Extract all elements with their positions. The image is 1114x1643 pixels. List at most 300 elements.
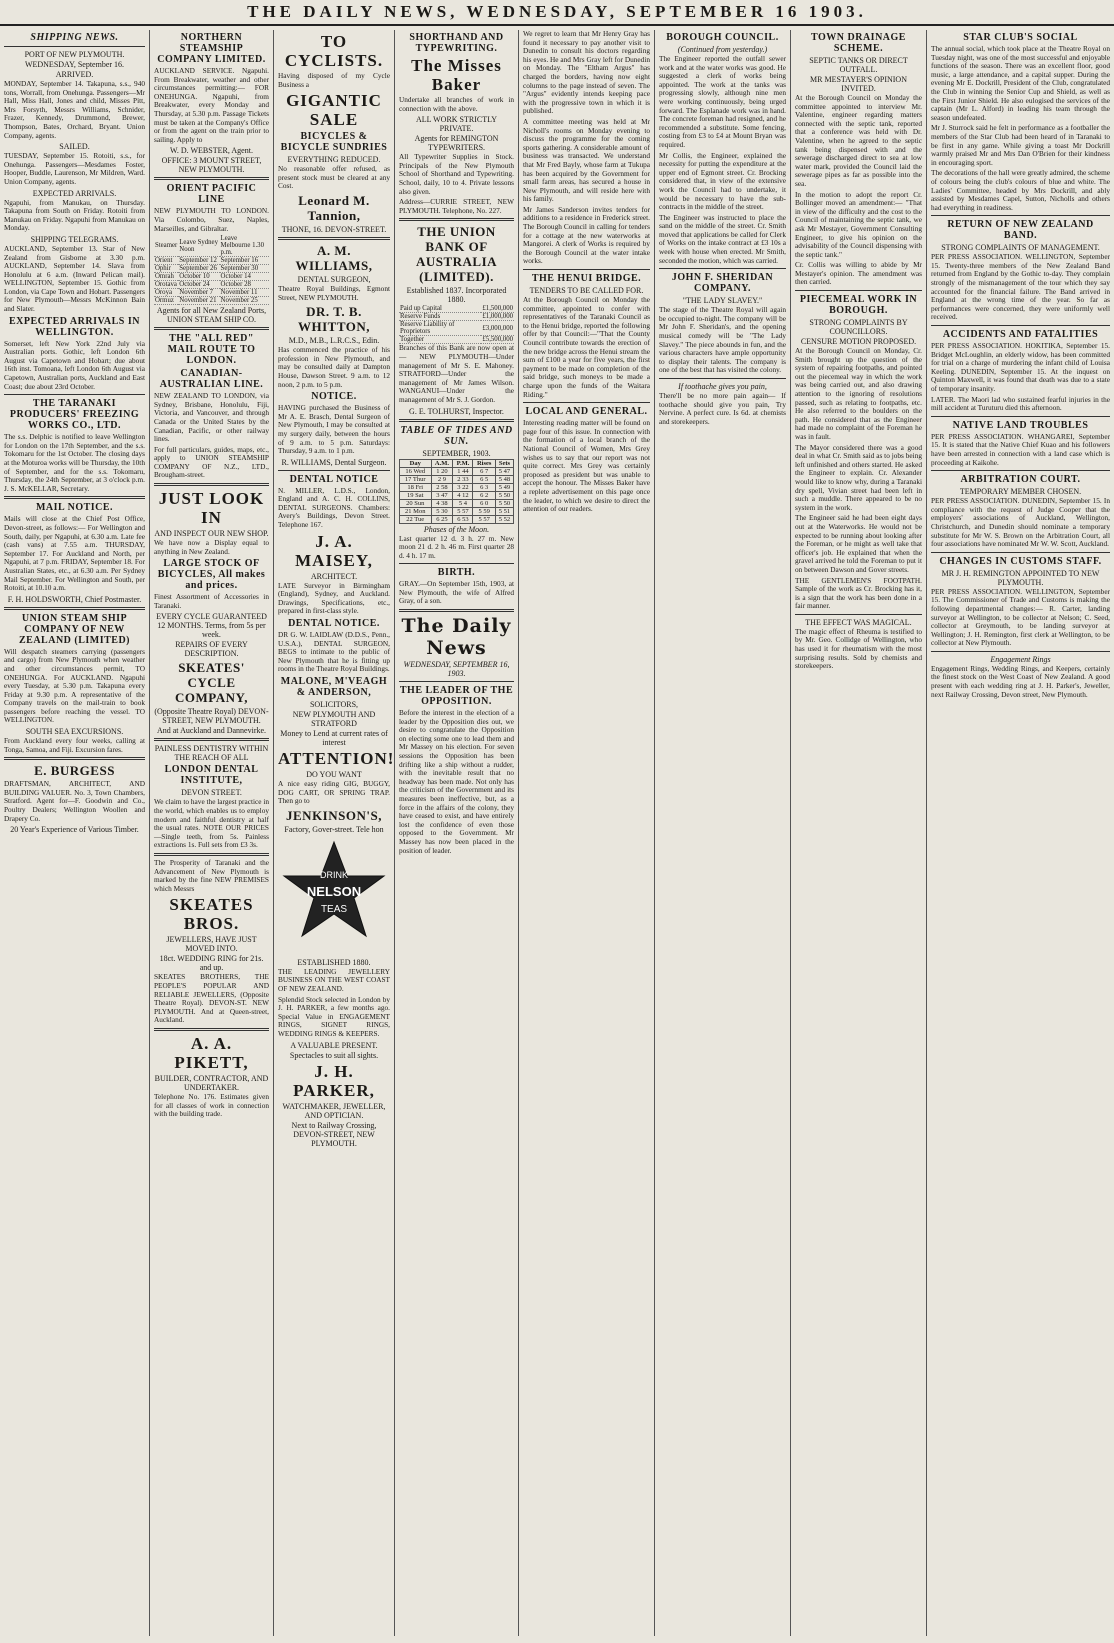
canadian-footer: For full particulars, guides, maps, etc., apply to UNION STEAMSHIP COMPANY OF N.Z., LTD., Brougham-street. bbox=[154, 444, 269, 480]
toothache-text: There'll be no more pain again— If toothache should give you pain, Try Nervine. A perfect cure. Is 6d. at chemists and storekeepers. bbox=[659, 391, 786, 426]
divider bbox=[931, 215, 1110, 216]
star-club-heading: STAR CLUB'S SOCIAL bbox=[963, 32, 1078, 43]
wedding-ring-line: 18ct. WEDDING RING for 21s. and up. bbox=[159, 954, 264, 973]
present-line: A VALUABLE PRESENT. bbox=[290, 1040, 378, 1050]
paper-nameplate: The Daily News bbox=[401, 615, 512, 660]
burgess-footer: 20 Year's Experience of Various Timber. bbox=[10, 825, 139, 835]
drainage-text: Cr. Collis was willing to abide by Mr Mestayer's opinion. The amendment was then carried. bbox=[795, 260, 922, 287]
accidents-heading: ACCIDENTS AND FATALITIES bbox=[942, 329, 1099, 341]
union-text: Will despatch steamers carrying (passengers and cargo) from New Plymouth when weather and other circumstances permit, TO ONEHUNGA. For AUCKLAND. Ngapuhi every Tuesday, at 5.30 p.m. Takapuna every Friday at 9.30 p.m. A representative of the Company travels on the mail-train to book passengers before reaching the vessel. TO WELLINGTON. bbox=[4, 646, 145, 725]
toothache-heading: If toothache gives you pain, bbox=[678, 382, 767, 391]
table-cell: October 14 bbox=[220, 273, 269, 281]
skeates-cycle-footer: And at Auckland and Dannevirke. bbox=[156, 726, 267, 736]
table-cell: 1 44 bbox=[453, 467, 473, 475]
nelson-logo-mid: NELSON bbox=[306, 883, 362, 899]
parker-heading: J. H. PARKER, bbox=[293, 1061, 375, 1100]
council-text: The Engineer reported the outfall sewer work and at the water works was good. He suggested a clerk of works being appointed. The work at the tanks was progressing slowly, although nine men were working continuously, being urged forward. The Esplanade work was in hand. The concrete foreman had resigned, and he recommended a substitute. Some fencing, costing from £3 to £4 at Mount Bryan was required. bbox=[659, 54, 786, 149]
table-header-cell: Leave Sydney Noon bbox=[178, 235, 219, 257]
henui-sub: TENDERS TO BE CALLED FOR. bbox=[529, 286, 644, 296]
williams-text: Theatre Royal Buildings, Egmont Street, NEW PLYMOUTH. bbox=[278, 283, 390, 302]
table-cell: September 16 bbox=[220, 257, 269, 265]
baker-text: All Typewriter Supplies in Stock. Principals of the New Plymouth School of Shorthand and Typewriting. School, daily, 10 to 4. Private lessons also given. bbox=[399, 152, 514, 196]
port-date: WEDNESDAY, September 16. bbox=[24, 60, 125, 69]
notice-text: HAVING purchased the Business of Mr A. E. Brasch, Dental Surgeon of New Plymouth, I may be consulted at my surgery daily, between the hours of 9 a.m. to 5 p.m. Saturdays: Thursday, 9 a.m. to 1 p.m. bbox=[278, 403, 390, 456]
footpath-text: THE GENTLEMEN'S FOOTPATH. Sample of the work as Cr. Brocking has it, is a sign that the work has been done in a fair manner. bbox=[795, 575, 922, 611]
table-row bbox=[154, 289, 269, 297]
freezing-works-heading: THE TARANAKI PRODUCERS' FREEZING WORKS CO., LTD. bbox=[9, 398, 140, 432]
divider bbox=[931, 416, 1110, 417]
nelson-tea-star-logo bbox=[280, 840, 388, 952]
orient-subtitle: NEW PLYMOUTH TO LONDON. Via Colombo, Suez, Naples, Marseilles, and Gibraltar. bbox=[154, 206, 269, 233]
table-cell: November 11 bbox=[220, 289, 269, 297]
gigantic-sale-heading: GIGANTIC SALE bbox=[286, 91, 382, 130]
mail-heading: MAIL NOTICE. bbox=[35, 502, 114, 514]
money-line: Money to Lend at current rates of interest bbox=[280, 729, 388, 747]
table-cell: 5 57 bbox=[473, 515, 495, 523]
skeates-bros-sub: JEWELLERS, HAVE JUST MOVED INTO. bbox=[166, 935, 257, 954]
table-cell: September 12 bbox=[178, 257, 219, 265]
baker-sub: Undertake all branches of work in connection with the above. bbox=[399, 95, 514, 113]
nelson-logo-top: DRINK bbox=[319, 869, 349, 880]
leader-text: Before the interest in the election of a leader by the Opposition dies out, we desire to congratulate the Opposition on electing some one to lead them and Mr Massey on his election. For seven sessions the Opposition has been drifting like a ship without a rudder, with the inevitable result that no headway has been made. Not only has the criticism of the Government and its measures been ineffective, but, as a force in the affairs of the colony, they have ceased to exist, and have entirely lost the confidence of even those opposed to the Government. Mr Massey has now been placed in the position of leader. bbox=[399, 708, 514, 855]
table-cell: 5 30 bbox=[431, 507, 453, 515]
table-cell: Oroya bbox=[154, 289, 178, 297]
table-cell: 16 Wed bbox=[400, 467, 432, 475]
telegrams-heading: SHIPPING TELEGRAMS. bbox=[30, 234, 119, 244]
maisey-text: LATE Surveyor in Birmingham (England), Sydney, and Auckland. Drawings, Specifications, etc., prepared in first-class style. bbox=[278, 580, 390, 616]
london-dental-heading: LONDON DENTAL INSTITUTE, bbox=[164, 764, 259, 787]
maisey-sub: ARCHITECT. bbox=[310, 571, 358, 581]
table-header-row bbox=[154, 235, 269, 257]
arbitration-text: PER PRESS ASSOCIATION. DUNEDIN, September 15. In compliance with the request of Judge Cooper that the employers' associations of Auckland, Wellington, Christchurch, and Dunedin should nominate a temporary substitute for Mr W. S. Brown on the Arbitration Court, all four associations have nominated Mr W. W. Scott, Auckland. bbox=[931, 496, 1110, 549]
freezing-works-text: The s.s. Delphic is notified to leave Wellington for London on the 17th September, and the s.s. Tokomaru for the 1st October. The closing days at the Moturoa works will be Thursday, the 10th of September, and for the s.s. Tokomaru, Thursday, the 24th September, at 3 o'clock p.m. J. S. McKELLAR, Secretary. bbox=[4, 432, 145, 493]
london-dental-text: We claim to have the largest practice in the world, which enables us to employ modern and faithful dentistry at half the usual rates. NOTE OUR PRICES—Single teeth, from 5s. Painless extractions 1s. Full sets from £3 3s. bbox=[154, 797, 269, 850]
pikett-sub: BUILDER, CONTRACTOR, AND UNDERTAKER. bbox=[154, 1073, 269, 1092]
table-cell: 6 5 bbox=[473, 475, 495, 483]
northern-signature: W. D. WEBSTER, Agent. bbox=[170, 146, 253, 156]
table-cell: Together bbox=[399, 336, 481, 344]
mail-text: Mails will close at the Chief Post Office, Devon-street, as follows:— For Wellington and South, daily, per Ngapuhi, at 6.30 a.m. Late fee (cash vans) at 7.55 a.m. THURSDAY, September 17. For Auckland and North, per Ngapuhi, at 7 p.m. FRIDAY, September 18. For Australian States, etc., at 6.30 a.m. Per Sydney Mail September. For Wellington and South, per Rotoiti, at 10.10 a.m. bbox=[4, 514, 145, 593]
henui-heading: THE HENUI BRIDGE. bbox=[531, 273, 642, 285]
table-cell: November 25 bbox=[220, 297, 269, 305]
customs-text: PER PRESS ASSOCIATION. WELLINGTON, September 15. The Commissioner of Trade and Customs is making the following departmental changes:— R. Carter, landing surveyor at Wellington, to be collector at Nelson; C. Seed, collector at Greymouth, to be landing surveyor at Wellington; J. H. Remington, first clerk at Wellington, to be collector at New Plymouth. bbox=[931, 586, 1110, 648]
magical-heading: THE EFFECT WAS MAGICAL. bbox=[805, 617, 912, 627]
council-text: Mr Collis, the Engineer, explained the necessity for putting the expenditure at the upper end of Egmont street. Cr. Brocking considered that, in view of the extensive work the Council had to undertake, it would be necessary to have the sub-contracts in the middle of the street. bbox=[659, 150, 786, 212]
drainage-text: At the Borough Council on Monday the committee appointed to interview Mr. Valentine, engineer regarding matters connected with the septic tank, reported that a conference was held with Dr. Valentine, when he agreed to the septic tank being dispensed with and the sewerage discharged direct to sea at low water mark, provided the Council laid the sewerage pipes as far as possible into the sea. bbox=[795, 93, 922, 188]
union-heading: UNION STEAM SHIP COMPANY OF NEW ZEALAND (LIMITED) bbox=[18, 612, 130, 646]
parker-lead: THE LEADING JEWELLERY BUSINESS ON THE WEST COAST OF NEW ZEALAND. bbox=[278, 966, 390, 993]
table-cell: 5 59 bbox=[473, 507, 495, 515]
expected-heading: EXPECTED ARRIVALS. bbox=[32, 188, 117, 198]
jenkinson-heading: JENKINSON'S, bbox=[286, 807, 382, 823]
divider bbox=[154, 853, 269, 856]
council-text: The Engineer was instructed to place the sand on the middle of the street. Cr. Smith moved that applications be called for Clerk of Works on the intake contract at £3 10s a week with house when erected. Mr Smith, seconded the motion, which was carried. bbox=[659, 212, 786, 265]
divider bbox=[931, 651, 1110, 652]
engagement-heading: Engagement Rings bbox=[990, 654, 1051, 664]
malone-sub: SOLICITORS, bbox=[309, 700, 359, 709]
whitton-heading: DR. T. B. WHITTON, bbox=[297, 304, 371, 335]
skeates-bros-heading: SKEATES BROS. bbox=[169, 895, 254, 934]
divider bbox=[795, 290, 922, 291]
table-cell: 2 33 bbox=[453, 475, 473, 483]
piecemeal-sub2: CENSURE MOTION PROPOSED. bbox=[800, 337, 917, 347]
piecemeal-sub: STRONG COMPLAINTS BY COUNCILLORS. bbox=[809, 318, 908, 337]
table-row bbox=[154, 281, 269, 289]
spectacles-line: Spectacles to suit all sights. bbox=[289, 1050, 379, 1060]
local-text: Interesting reading matter will be found on page four of this issue. In connection with the formation of a local branch of the National Council of Women, Mrs Grey wishes us to say that our report was not quite correct. Mrs Grey was certainly proposed as president but was unable to accept the honour. The Misses Baker have a replete advertisement on this page once the leader, to which we desire to direct the attention of our readers. bbox=[523, 418, 650, 514]
accidents-text: PER PRESS ASSOCIATION. HOKITIKA, September 15. Bridget McLoughlin, an elderly widow, has been committed for trial on a charge of murdering the infant child of Louisa Keeling. DUNEDIN, September 15. At the inquest on Quinton Maxwell, it was found that death was due to a state of temporary insanity. bbox=[931, 341, 1110, 393]
sheridan-heading: JOHN F. SHERIDAN COMPANY. bbox=[671, 272, 774, 295]
moon-heading: Phases of the Moon. bbox=[423, 524, 490, 534]
band-sub: STRONG COMPLAINTS OF MANAGEMENT. bbox=[941, 243, 1100, 253]
divider bbox=[4, 394, 145, 395]
divider bbox=[4, 46, 145, 47]
magical-text: The magic effect of Rheuma is testified to by Mr. Geo. Collidge of Wellington, who has used it for rheumatism with the most surprising results. Sold by chemists and storekeepers. bbox=[795, 626, 922, 671]
malone-heading: MALONE, M'VEAGH & ANDERSON, bbox=[280, 676, 388, 698]
table-cell: 5 50 bbox=[495, 499, 513, 507]
tannion-heading: Leonard M. Tannion, bbox=[298, 192, 370, 223]
whitton-text: Has commenced the practice of his profession in New Plymouth, and may be consulted daily at Dampton House, Dawson Street. 9 a.m. to 12 noon, 2 p.m. to 5 p.m. bbox=[278, 345, 390, 389]
table-cell: Ormuz bbox=[154, 297, 178, 305]
bank-capital-table bbox=[399, 305, 514, 344]
column-shipping bbox=[0, 30, 150, 1636]
accessories-line: Finest Assortment of Accessories in Taranaki. bbox=[154, 592, 269, 610]
just-look-in-heading: JUST LOOK IN bbox=[158, 489, 265, 528]
divider bbox=[659, 268, 786, 269]
parker-sub: WATCHMAKER, JEWELLER, AND OPTICIAN. bbox=[282, 1101, 386, 1120]
band-heading: RETURN OF NEW ZEALAND BAND. bbox=[947, 219, 1094, 242]
table-cell: 6 53 bbox=[453, 515, 473, 523]
wellington-heading: EXPECTED ARRIVALS IN WELLINGTON. bbox=[9, 315, 140, 338]
repairs-line: REPAIRS OF EVERY DESCRIPTION. bbox=[175, 640, 248, 659]
table-cell: 5 47 bbox=[495, 467, 513, 475]
office-address: OFFICE: 3 MOUNT STREET, NEW PLYMOUTH. bbox=[161, 156, 262, 175]
notice-heading: NOTICE. bbox=[311, 391, 357, 403]
williams-heading: A. M. WILLIAMS, bbox=[295, 242, 373, 273]
malone-address: NEW PLYMOUTH AND STRATFORD bbox=[292, 710, 376, 728]
table-cell: October 28 bbox=[220, 281, 269, 289]
canadian-heading: CANADIAN-AUSTRALIAN LINE. bbox=[159, 368, 264, 391]
canadian-text: NEW ZEALAND TO LONDON, via Sydney, Brisbane, Honolulu, Fiji, Victoria, and Vancouver, and through Canada or the United States by the Canadian, Pacific, or other railway lines. bbox=[154, 391, 269, 444]
table-cell: October 10 bbox=[178, 273, 219, 281]
table-cell: 6 0 bbox=[473, 499, 495, 507]
table-cell: 5 57 bbox=[453, 507, 473, 515]
tides-table bbox=[399, 459, 514, 524]
gig-text: A nice easy riding GIG, BUGGY, DOG CART, OR SPRING TRAP. Then go to bbox=[278, 779, 390, 806]
northern-text: AUCKLAND SERVICE. Ngapuhi. From Breakwater, weather and other circumstances permitting:— FOR ONEHUNGA. Ngapuhi, from Breakwater, every Monday and Thursday, at 5.30 p.m. Passage Tickets must be taken at the Company's Office or from the agent on the train prior to sailing. Apply to bbox=[154, 66, 269, 144]
table-cell: 19 Sat bbox=[400, 491, 432, 499]
everything-reduced-line: EVERYTHING REDUCED. bbox=[287, 155, 381, 165]
just-look-in-sub: AND INSPECT OUR NEW SHOP. bbox=[154, 529, 269, 539]
baker-heading: The Misses Baker bbox=[411, 56, 502, 94]
expected-text: Ngapuhi, from Manukau, on Thursday. Takapuna from South on Friday. Rotoiti from Manukau on Friday. Ngapuhi from Manukau on Monday. bbox=[4, 197, 145, 233]
jenkinson-footer: Factory, Gover-street. Tele hon bbox=[284, 824, 384, 834]
table-cell: £1,000,000 bbox=[482, 313, 513, 321]
drainage-sub: SEPTIC TANKS OR DIRECT OUTFALL. bbox=[809, 56, 908, 74]
bank-branches: Branches of this Bank are now open at— NEW PLYMOUTH—Under management of Mr S. E. Mahoney. STRATFORD—Under the management of Mr James Wilson. WANGANUI—Under the management of Mr S. J. Gordon. bbox=[399, 343, 514, 404]
table-cell: 6 3 bbox=[473, 483, 495, 491]
divider bbox=[154, 177, 269, 180]
arbitration-heading: ARBITRATION COURT. bbox=[960, 474, 1081, 486]
native-text: PER PRESS ASSOCIATION. WHANGAREI, September 15. It is stated that the Native Chief Kuao and his followers have been arrested in connection with a land case which is proceeding at Kaikohe. bbox=[931, 431, 1110, 467]
news-paragraph: We regret to learn that Mr Henry Gray has found it necessary to pay another visit to Dunedin to consult his doctors regarding his eyes. He and Mrs Gray left for Dunedin on Monday. The "Eltham Argus" has charged the borders, having now eight columns to the page instead of seven. The "Argus" evidently intends keeping pace with the progressive town in which it is published. bbox=[523, 30, 650, 116]
accidents-later: LATER. The Maori lad who sustained fearful injuries in the mill accident at Turuturu died this afternoon. bbox=[931, 394, 1110, 413]
table-cell: October 24 bbox=[178, 281, 219, 289]
prosperity-text: The Prosperity of Taranaki and the Advancement of New Plymouth is marked by the fine NEW PREMISES which Messrs bbox=[154, 858, 269, 893]
leader-heading: THE LEADER OF THE OPPOSITION. bbox=[399, 685, 514, 708]
table-cell: 5 48 bbox=[495, 475, 513, 483]
tides-heading: TABLE OF TIDES AND SUN. bbox=[400, 424, 513, 447]
baker-strict: ALL WORK STRICTLY PRIVATE. bbox=[416, 115, 497, 134]
table-cell: £3,000,000 bbox=[481, 321, 514, 336]
shorthand-heading: SHORTHAND AND TYPEWRITING. bbox=[409, 32, 504, 54]
table-row bbox=[400, 507, 514, 515]
divider bbox=[278, 470, 390, 471]
column-steamers bbox=[150, 30, 274, 1636]
table-cell: 3 22 bbox=[453, 483, 473, 491]
just-look-in-text: We have now a Display equal to anything in New Zealand. bbox=[154, 538, 269, 556]
sailed-heading: SAILED. bbox=[59, 142, 90, 152]
divider bbox=[523, 269, 650, 270]
star-club-text: The annual social, which took place at the Theatre Royal on Tuesday night, was one of the most successful and enjoyable functions of the season. There was an excellent floor, good music, a large attendance, and a capital supper. During the evening Mr E. Dockrill, President of the Club, congratulated the Club in winning the Senior Cup and Shield, as well as the First Junior Shield. He also eulogised the services of the captain (Mr L. Alford) in leading his team through the season undefeated. bbox=[931, 44, 1110, 122]
excursions-heading: SOUTH SEA EXCURSIONS. bbox=[25, 727, 124, 737]
table-cell: Paid up Capital bbox=[399, 305, 481, 313]
council-sub: (Continued from yesterday.) bbox=[677, 45, 768, 54]
table-cell: 21 Mon bbox=[400, 507, 432, 515]
table-cell: 5 49 bbox=[495, 483, 513, 491]
divider bbox=[278, 237, 390, 240]
bicycles-sundries-line: BICYCLES & BICYCLE SUNDRIES bbox=[280, 131, 388, 154]
drainage-sub2: MR MESTAYER'S OPINION INVITED. bbox=[810, 75, 907, 93]
divider bbox=[931, 325, 1110, 326]
table-header-cell: Rises bbox=[473, 459, 495, 467]
mail-signature: F. H. HOLDSWORTH, Chief Postmaster. bbox=[7, 594, 142, 604]
piecemeal-text: At the Borough Council on Monday, Cr. Smith brought up the question of the system of repairing footpaths, and pointed out the piecemeal way in which the work was being carried out, and also drawing attention to the ignoring of resolutions passed, such as relating to footpaths, etc. He also referred to the boulders on the path. He considered that as the Engineer had made no complaint of the Foreman he was in fault. bbox=[795, 346, 922, 441]
birth-text: GRAY.—On September 15th, 1903, at New Plymouth, the wife of Alfred Gray, of a son. bbox=[399, 579, 514, 606]
news-paragraph: A committee meeting was held at Mr Nicholl's rooms on Monday evening to discuss the programme for the coming sports gathering. A considerable amount of business was transacted. We understand that Mr Fred Bayly, whose farm at Tukupa has been acquired by the Government for small farm areas, has secured a house in New Plymouth, and will reside here with his family. bbox=[523, 116, 650, 204]
table-cell: Reserve Liability of Proprietors bbox=[399, 321, 481, 336]
table-cell: 4 12 bbox=[453, 491, 473, 499]
dental-notice-heading: DENTAL NOTICE bbox=[289, 473, 379, 485]
arbitration-sub: TEMPORARY MEMBER CHOSEN. bbox=[959, 487, 1082, 497]
table-row bbox=[400, 515, 514, 523]
piecemeal-text: The Mayor considered there was a good deal in what Cr. Smith said as to jobs being left unfinished and others started. He asked the Engineer to explain. Cr. Alexander would like to know why, during a Taranaki dry spell, Vivian street had been left in such a muddle. There appeared to be no system in the work. bbox=[795, 442, 922, 512]
table-cell: 6 7 bbox=[473, 467, 495, 475]
established-line: ESTABLISHED 1880. bbox=[297, 957, 371, 967]
table-header-cell: Steamer bbox=[154, 235, 178, 257]
divider bbox=[154, 1028, 269, 1031]
port-title: PORT OF NEW PLYMOUTH. bbox=[24, 50, 125, 59]
table-header-cell: Leave Melbourne 1.30 p.m. bbox=[220, 235, 269, 257]
table-cell: November 7 bbox=[178, 289, 219, 297]
table-row bbox=[399, 321, 514, 336]
band-text: PER PRESS ASSOCIATION. WELLINGTON, September 15. Twenty-three members of the New Zealand Band returned from England by the Gothic to-day. They complain strongly of the mismanagement of the tour which they say accounted for the financial failure. The Band arrived in England at the wrong time of the year. So far as performances were concerned, they were uniformly well received. bbox=[931, 252, 1110, 322]
table-cell: 1 20 bbox=[431, 467, 453, 475]
table-row bbox=[400, 467, 514, 475]
divider bbox=[399, 419, 514, 422]
table-cell: 5 51 bbox=[495, 507, 513, 515]
table-header-cell: Sets bbox=[495, 459, 513, 467]
sailed-text: TUESDAY, September 15. Rotoiti, s.s., for Onehunga. Passengers—Mesdames Foster, Hooper, Buddle, Laurenson, Mr Mildren, Ward. Union Company, agents. bbox=[4, 151, 145, 186]
customs-sub: MR J. H. REMINGTON APPOINTED TO NEW PLYMOUTH. bbox=[941, 568, 1100, 587]
table-header-cell: A.M. bbox=[431, 459, 453, 467]
local-heading: LOCAL AND GENERAL. bbox=[525, 406, 648, 418]
table-cell: 18 Fri bbox=[400, 483, 432, 491]
divider bbox=[4, 496, 145, 499]
column-news bbox=[519, 30, 655, 1636]
divider bbox=[931, 552, 1110, 553]
cyclists-heading: TO CYCLISTS. bbox=[284, 32, 384, 70]
telegrams-text: AUCKLAND, September 13. Star of New Zealand from Gisborne at 3.30 p.m. AUCKLAND, September 14. Slava from Honolulu at 6 a.m. (Inward Pelican mail). WELLINGTON, September 15. Gothic from London, via Cape Town and Hobart. Passengers for New Plymouth—Messrs McKinnon Bain and Slater. bbox=[4, 243, 145, 314]
column-council bbox=[655, 30, 791, 1636]
guarantee-line: EVERY CYCLE GUARANTEED 12 MONTHS. Terms, from 5s per week. bbox=[156, 612, 267, 640]
orient-footer: Agents for all New Zealand Ports, UNION STEAM SHIP CO. bbox=[156, 306, 267, 325]
table-row bbox=[154, 273, 269, 281]
divider bbox=[399, 218, 514, 221]
table-row bbox=[400, 475, 514, 483]
table-cell: 2 9 bbox=[431, 475, 453, 483]
orient-heading: ORIENT PACIFIC LINE bbox=[166, 183, 257, 206]
arrived-heading: ARRIVED. bbox=[55, 70, 94, 79]
table-cell: Omrah bbox=[154, 273, 178, 281]
bank-signature: G. E. TOLHURST, Inspector. bbox=[409, 406, 504, 416]
column-advertisements bbox=[274, 30, 395, 1636]
news-paragraph: Mr James Sanderson invites tenders for additions to a residence in Frederick street. The Borough Council in calling for tenders for a cottage at the new waterworks at Mangorei. A clerk of Works is required by the Borough Council at the water intake works. bbox=[523, 204, 650, 266]
star-club-text: The decorations of the hall were greatly admired, the scheme of colours being the club's colours of blue and white. The Ladies' Committee, headed by Mrs Dockrill, and ably assisted by Mesdames Capel, Sutton, Nicholls and others had everything in readiness. bbox=[931, 168, 1110, 212]
williams-sub: DENTAL SURGEON, bbox=[297, 274, 371, 284]
table-cell: Orotava bbox=[155, 281, 177, 289]
divider bbox=[399, 681, 514, 682]
drainage-text: In the motion to adopt the report Cr. Bollinger moved an amendment:— "That in view of the difficulty and the cost to the Council of maintaining the septic tank, we ask Mr Mestayer, Government Consulting Engineer, to give his opinion on the advisability of the Council dispensing with the septic tank." bbox=[795, 189, 922, 259]
excursions-text: From Auckland every four weeks, calling at Tonga, Samoa, and Fiji. Excursion fares. bbox=[4, 736, 145, 754]
table-cell: 3 47 bbox=[431, 491, 453, 499]
table-header-cell: P.M. bbox=[453, 459, 473, 467]
notice-signature: R. WILLIAMS, Dental Surgeon. bbox=[281, 457, 387, 467]
divider bbox=[795, 614, 922, 615]
column-drainage bbox=[791, 30, 927, 1636]
bicycles-line: LARGE STOCK OF BICYCLES, All makes and prices. bbox=[157, 558, 266, 592]
tannion-address: THONE, 16. DEVON-STREET. bbox=[281, 224, 387, 234]
dental-notice-text: N. MILLER, L.D.S., London, England and A. C. H. COLLINS, DENTAL SURGEONS. Chambers: Avery's Buildings, Devon Street. Telephone 167. bbox=[278, 485, 390, 530]
customs-heading: CHANGES IN CUSTOMS STAFF. bbox=[939, 555, 1102, 567]
table-cell: 22 Tue bbox=[400, 515, 432, 523]
table-cell: 5 50 bbox=[495, 491, 513, 499]
henui-text: At the Borough Council on Monday the committee, appointed to confer with representatives of the Taranaki Council as to the Henui bridge, reported the following offer by that Council:—"That the County Council contribute towards the erection of the new bridge across the Henui stream the sum of £100 a year for five years, the first payment to be made on completion of the said bridge, such moneys to be made a charge upon the funds of the Waitara Riding." bbox=[523, 295, 650, 399]
table-row bbox=[400, 483, 514, 491]
divider bbox=[4, 607, 145, 610]
shipping-heading: SHIPPING NEWS. bbox=[30, 32, 119, 43]
divider bbox=[659, 378, 786, 379]
table-cell: 6 2 bbox=[473, 491, 495, 499]
baker-address: Address—CURRIE STREET, NEW PLYMOUTH. Telephone, No. 227. bbox=[399, 197, 514, 215]
engagement-text: Engagement Rings, Wedding Rings, and Keepers, certainly the finest stock on the West Coast of New Zealand. A good present with each wedding ring at J. H. Parker's, Jeweller, next Railway Crossing, Devon street, New Plymouth. bbox=[931, 663, 1110, 699]
sheridan-sub: "THE LADY SLAVEY." bbox=[682, 296, 763, 306]
birth-heading: BIRTH. bbox=[437, 567, 476, 579]
paper-date: WEDNESDAY, SEPTEMBER 16, 1903. bbox=[403, 660, 510, 679]
table-cell: 5 4 bbox=[453, 499, 473, 507]
table-cell: September 30 bbox=[220, 265, 269, 273]
bank-heading: THE UNION BANK OF AUSTRALIA (LIMITED). bbox=[415, 224, 498, 285]
moon-text: Last quarter 12 d. 3 h. 27 m. New moon 21 d. 2 h. 46 m. First quarter 28 d. 4 h. 17 m. bbox=[399, 533, 514, 560]
divider bbox=[399, 563, 514, 564]
native-heading: NATIVE LAND TROUBLES bbox=[952, 419, 1089, 431]
cyclists-text: Having disposed of my Cycle Business a bbox=[278, 71, 390, 89]
table-header-row bbox=[400, 459, 514, 467]
council-heading: BOROUGH COUNCIL. bbox=[666, 32, 779, 43]
table-cell: 2 58 bbox=[431, 483, 453, 491]
do-you-want-line: DO YOU WANT bbox=[306, 770, 362, 779]
nelson-logo-bot: TEAS bbox=[320, 903, 348, 915]
pikett-heading: A. A. PIKETT, bbox=[174, 1033, 249, 1072]
divider bbox=[4, 757, 145, 760]
baker-agents: Agents for REMINGTON TYPEWRITERS. bbox=[414, 134, 499, 153]
divider bbox=[931, 470, 1110, 471]
piecemeal-text: The Engineer said he had been eight days out at the Waterworks. He would not be expected to be running about looking after the Foreman, or he might as well take that officer's job. He explained that when the gravel arrived he told the Foreman to put it on between Dawson and Gover streets. bbox=[795, 513, 922, 574]
divider bbox=[154, 327, 269, 330]
laidlaw-heading: DENTAL NOTICE. bbox=[288, 618, 380, 630]
table-header-cell: Day bbox=[400, 459, 432, 467]
table-row bbox=[154, 257, 269, 265]
divider bbox=[523, 402, 650, 403]
maisey-heading: J. A. MAISEY, bbox=[295, 531, 373, 570]
star-club-text: Mr J. Sturrock said he felt in performance as a footballer the members of the Star Club had been heard of in Taranaki to be first in any game. While giving a toast Mr Dockrill warmly praised Mr and Mrs Dan O'Brien for their kindness in encouraging sport. bbox=[931, 123, 1110, 167]
painless-line: PAINLESS DENTISTRY WITHIN THE REACH OF ALL bbox=[154, 744, 269, 763]
pikett-footer: Telephone No. 176. Estimates given for all classes of work in connection with the building trade. bbox=[154, 1091, 269, 1119]
table-row bbox=[399, 313, 514, 321]
table-cell: 20 Sun bbox=[400, 499, 432, 507]
table-cell: Ophir bbox=[154, 265, 178, 273]
attention-heading: ATTENTION! bbox=[278, 749, 395, 768]
skeates-cycle-sub: (Opposite Theatre Royal) DEVON-STREET, NEW PLYMOUTH. bbox=[154, 707, 269, 726]
table-cell: 5 52 bbox=[495, 515, 513, 523]
parker-text: Splendid Stock selected in London by J. H. PARKER, a few months ago. Special Value in ENGAGEMENT RINGS, SIGNET RINGS, WEDDING RINGS & KEEPERS. bbox=[278, 994, 390, 1038]
northern-heading: NORTHERN STEAMSHIP COMPANY LIMITED. bbox=[157, 32, 266, 65]
column-editorial bbox=[395, 30, 519, 1636]
masthead: THE DAILY NEWS, WEDNESDAY, SEPTEMBER 16 1903. bbox=[0, 0, 1114, 26]
orient-schedule-table bbox=[154, 235, 269, 305]
wellington-text: Somerset, left New York 22nd July via Australian ports. Gothic, left London 6th August via Capetown and Hobart; due about 16th inst. Tomoana, left London 6th August via Capetown, Australian ports, Auckland and East Coast; due about 23rd October. bbox=[4, 338, 145, 391]
table-row bbox=[154, 297, 269, 305]
skeates-cycle-heading: SKEATES' CYCLE COMPANY, bbox=[175, 660, 248, 706]
table-row bbox=[400, 499, 514, 507]
divider bbox=[154, 483, 269, 486]
piecemeal-heading: PIECEMEAL WORK IN BOROUGH. bbox=[799, 294, 918, 317]
parker-footer: Next to Railway Crossing, DEVON-STREET, NEW PLYMOUTH. bbox=[291, 1120, 377, 1148]
table-cell: 17 Thur bbox=[400, 475, 432, 483]
table-cell: Reserve Funds bbox=[399, 313, 481, 321]
divider bbox=[399, 609, 514, 612]
drainage-heading: TOWN DRAINAGE SCHEME. bbox=[811, 32, 906, 54]
table-cell: Orient bbox=[154, 257, 178, 265]
london-dental-sub: DEVON STREET. bbox=[181, 788, 242, 798]
arrived-text: MONDAY, September 14. Takapuna, s.s., 940 tons, Worrall, from Onehunga. Passengers—Mr Hall, Miss Hall, Jones and child, Misses Pitt, Mrs Forsyth, Messrs Williams, Schnider, Frazer, Kennedy, Drummond, Brewer, Thompson, Bates, Orchard, Bryant. Union Company, agents. bbox=[4, 79, 145, 140]
divider bbox=[154, 738, 269, 741]
table-cell: £5,500,000 bbox=[482, 336, 513, 344]
table-row bbox=[154, 265, 269, 273]
table-cell: 4 38 bbox=[431, 499, 453, 507]
table-row bbox=[400, 491, 514, 499]
table-cell: November 21 bbox=[178, 297, 219, 305]
table-cell: 6 25 bbox=[431, 515, 453, 523]
burgess-heading: E. BURGESS bbox=[34, 763, 115, 779]
reduced-note: No reasonable offer refused, as present stock must be cleared at any Cost. bbox=[278, 164, 390, 191]
table-cell: September 26 bbox=[178, 265, 219, 273]
bank-established: Established 1837. Incorporated 1880. bbox=[406, 286, 507, 305]
column-telegrams bbox=[927, 30, 1114, 1636]
whitton-sub: M.D., M.B., L.R.C.S., Edin. bbox=[288, 336, 380, 346]
table-cell: £1,500,000 bbox=[482, 305, 513, 313]
laidlaw-text: DR G. W. LAIDLAW (D.D.S., Penn., U.S.A.), DENTAL SURGEON, BEGS to intimate to the public of New Plymouth that he is fitting up rooms in the Theatre Royal Buildings. bbox=[278, 630, 390, 674]
